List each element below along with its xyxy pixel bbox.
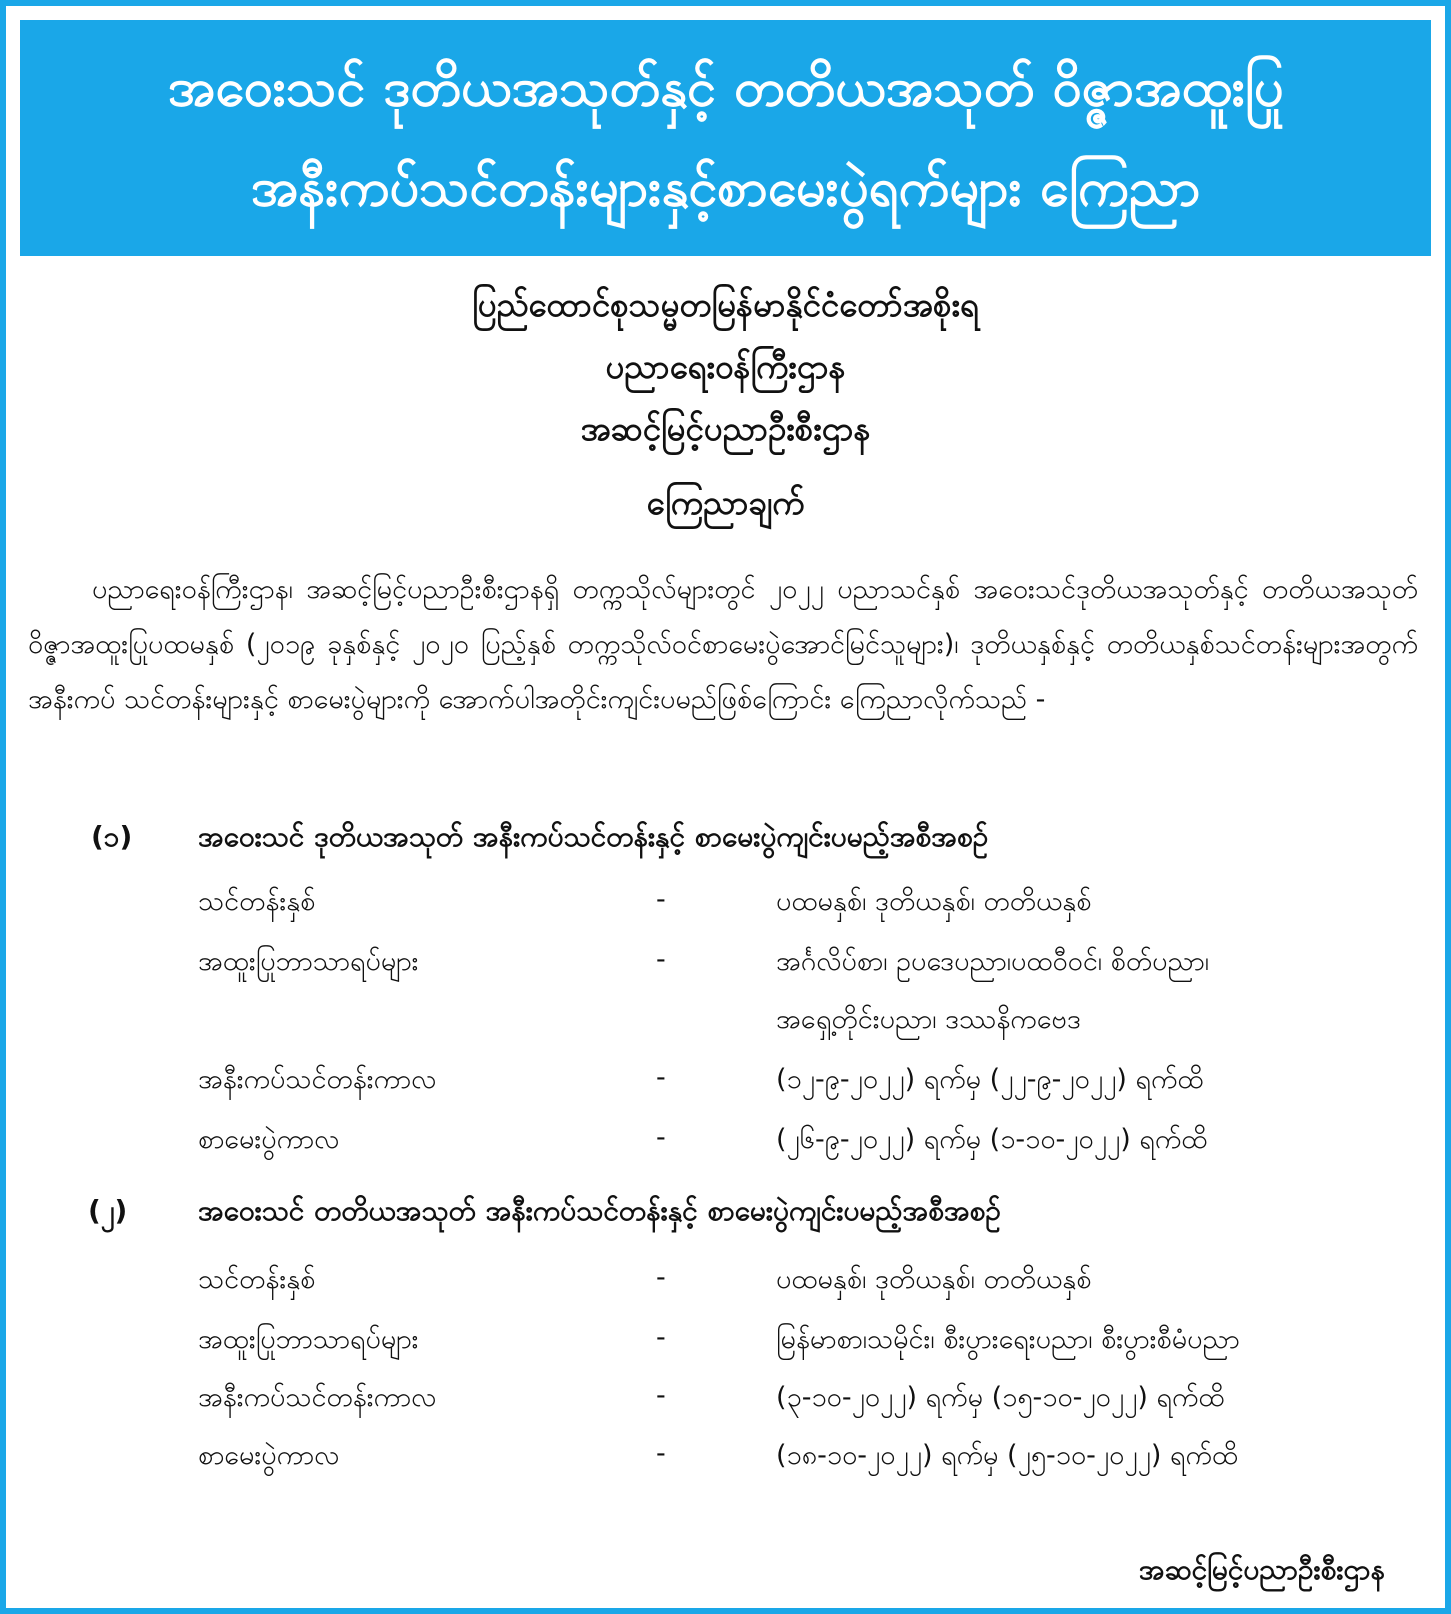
ministry-heading: ပညာရေးဝန်ကြီးဌာန [605, 347, 846, 386]
section-2-row-3-dash: - [656, 1380, 666, 1411]
banner-title-line-2: အနီးကပ်သင်တန်းများနှင့်စာမေးပွဲရက်များ ကြေညာ [250, 158, 1201, 218]
section-1-row-3-dash: - [656, 1062, 666, 1093]
section-1-title: အဝေးသင် ဒုတိယအသုတ် အနီးကပ်သင်တန်းနှင့် စာမေးပွဲကျင်းပမည့်အစီအစဉ် [198, 820, 989, 853]
department-heading: အဆင့်မြင့်ပညာဦးစီးဌာန [580, 409, 871, 448]
section-1-row-1-dash: - [656, 884, 666, 915]
section-1-row-1-label: သင်တန်းနှစ် [198, 886, 316, 917]
section-2-row-4-value: (၁၈-၁၀-၂၀၂၂) ရက်မှ (၂၅-၁၀-၂၀၂၂) ရက်ထိ [776, 1440, 1238, 1471]
section-2-title: အဝေးသင် တတိယအသုတ် အနီးကပ်သင်တန်းနှင့် စာမေးပွဲကျင်းပမည့်အစီအစဉ် [198, 1194, 1001, 1227]
section-2-row-2-value: မြန်မာစာ၊သမိုင်း၊ စီးပွားရေးပညာ၊ စီးပွားစီမံပညာ [776, 1324, 1240, 1355]
section-1-row-3-label: အနီးကပ်သင်တန်းကာလ [198, 1064, 437, 1095]
section-2-number: (၂) [88, 1194, 128, 1227]
section-1-row-4-value: (၂၆-၉-၂၀၂၂) ရက်မှ (၁-၁၀-၂၀၂၂) ရက်ထိ [776, 1124, 1208, 1155]
section-2-row-1-value: ပထမနှစ်၊ ဒုတိယနှစ်၊ တတိယနှစ် [776, 1264, 1092, 1295]
section-2-row-3-label: အနီးကပ်သင်တန်းကာလ [198, 1382, 437, 1413]
issuing-department-signature: အဆင့်မြင့်ပညာဦးစီးဌာန [1138, 1553, 1385, 1586]
government-heading: ပြည်ထောင်စုသမ္မတမြန်မာနိုင်ငံတော်အစိုးရ [472, 285, 979, 324]
section-2-row-1-label: သင်တန်းနှစ် [198, 1264, 316, 1295]
section-1-row-2-value-cont: အရှေ့တိုင်းပညာ၊ ဒဿနိကဗေဒ [776, 1004, 1081, 1035]
intro-paragraph: ပညာရေးဝန်ကြီးဌာန၊ အဆင့်မြင့်ပညာဦးစီးဌာနရှိ တက္ကသိုလ်များတွင် ၂၀၂၂ ပညာသင်နှစ် အဝေးသင်ဒုတိယအသုတ်နှင့် တတိယအသုတ် ဝိဇ္ဇာအထူးပြုပထမနှစ် (၂၀၁၉ ခုနှစ်နှင့် ၂၀၂၀ ပြည့်နှစ် တက္ကသိုလ်ဝင်စာမေးပွဲအောင်မြင်သူများ)၊ ဒုတိယနှစ်နှင့် တတိယနှစ်သင်တန်းများအတွက် အနီးကပ် သင်တန်းများနှင့် စာမေးပွဲများကို အောက်ပါအတိုင်းကျင်းပမည်ဖြစ်ကြောင်း ကြေညာလိုက်သည် - [28, 574, 1418, 715]
section-2-row-3-value: (၃-၁၀-၂၀၂၂) ရက်မှ (၁၅-၁၀-၂၀၂၂) ရက်ထိ [776, 1382, 1225, 1413]
section-1-row-2-value: အင်္ဂလိပ်စာ၊ ဥပဒေပညာ၊ပထဝီဝင်၊ စိတ်ပညာ၊ [776, 946, 1210, 977]
section-1-row-1-value: ပထမနှစ်၊ ဒုတိယနှစ်၊ တတိယနှစ် [776, 886, 1092, 917]
section-2-row-1-dash: - [656, 1262, 666, 1293]
section-2-row-4-dash: - [656, 1438, 666, 1469]
section-1-number: (၁) [91, 820, 133, 853]
section-1-row-4-dash: - [656, 1122, 666, 1153]
section-1-row-4-label: စာမေးပွဲကာလ [198, 1124, 340, 1155]
section-2-row-4-label: စာမေးပွဲကာလ [198, 1440, 340, 1471]
announcement-heading: ကြေညာချက် [646, 483, 805, 522]
section-2-row-2-dash: - [656, 1322, 666, 1353]
section-2-row-2-label: အထူးပြုဘာသာရပ်များ [198, 1324, 419, 1355]
section-1-row-2-label: အထူးပြုဘာသာရပ်များ [198, 946, 419, 977]
section-1-row-2-dash: - [656, 944, 666, 975]
banner-title-line-1: အဝေးသင် ဒုတိယအသုတ်နှင့် တတိယအသုတ် ဝိဇ္ဇာအထူးပြု [167, 58, 1284, 118]
section-1-row-3-value: (၁၂-၉-၂၀၂၂) ရက်မှ (၂၂-၉-၂၀၂၂) ရက်ထိ [776, 1064, 1204, 1095]
title-banner [20, 20, 1431, 256]
